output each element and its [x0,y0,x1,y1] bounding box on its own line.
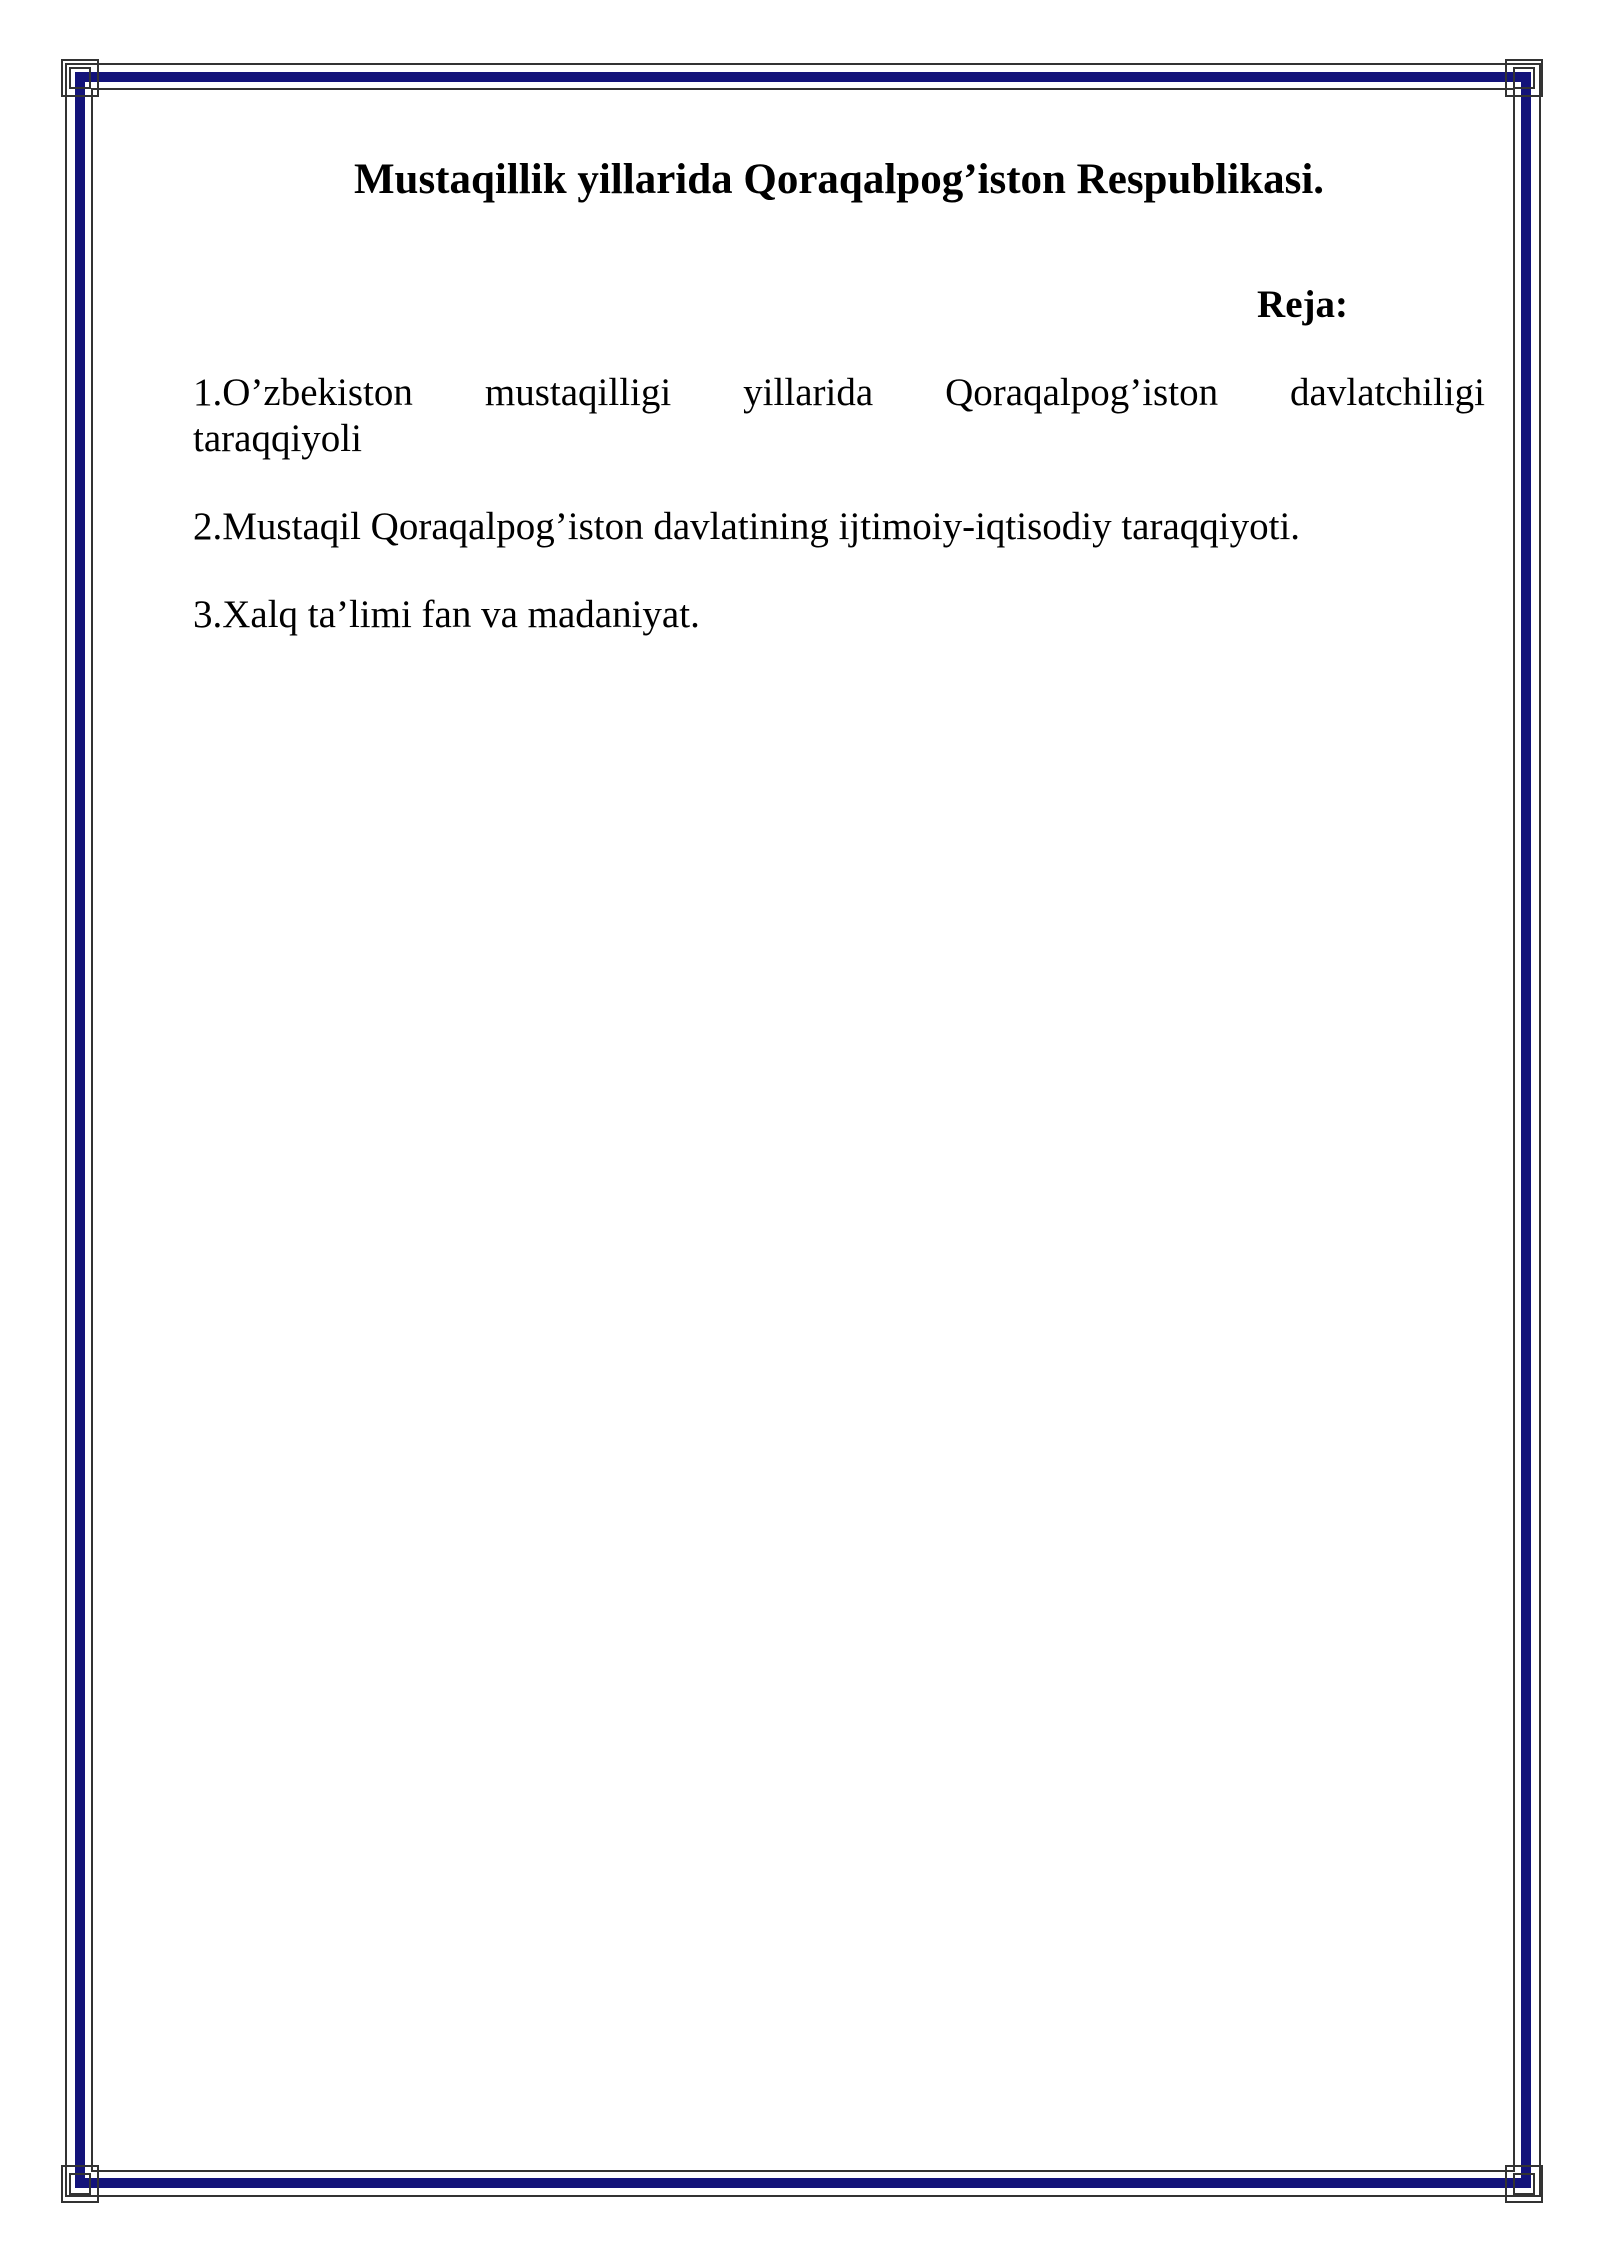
plan-item-1 [193,370,1485,462]
plan-item-1-line-2: taraqqiyoli [193,417,362,460]
document-title: Mustaqillik yillarida Qoraqalpog’iston Respublikasi. [353,156,1325,203]
plan-heading: Reja: [1257,283,1348,326]
plan-list [193,370,1485,680]
plan-item-1-line-1: 1.O’zbekiston mustaqilligi yillarida Qoraqalpog’iston davlatchiligi [193,371,1485,414]
document-content [193,150,1485,636]
plan-item-2: 2.Mustaqil Qoraqalpog’iston davlatining ijtimoiy-iqtisodiy taraqqiyoti. [193,505,1301,548]
plan-item-3: 3.Xalq ta’limi fan va madaniyat. [193,593,700,636]
